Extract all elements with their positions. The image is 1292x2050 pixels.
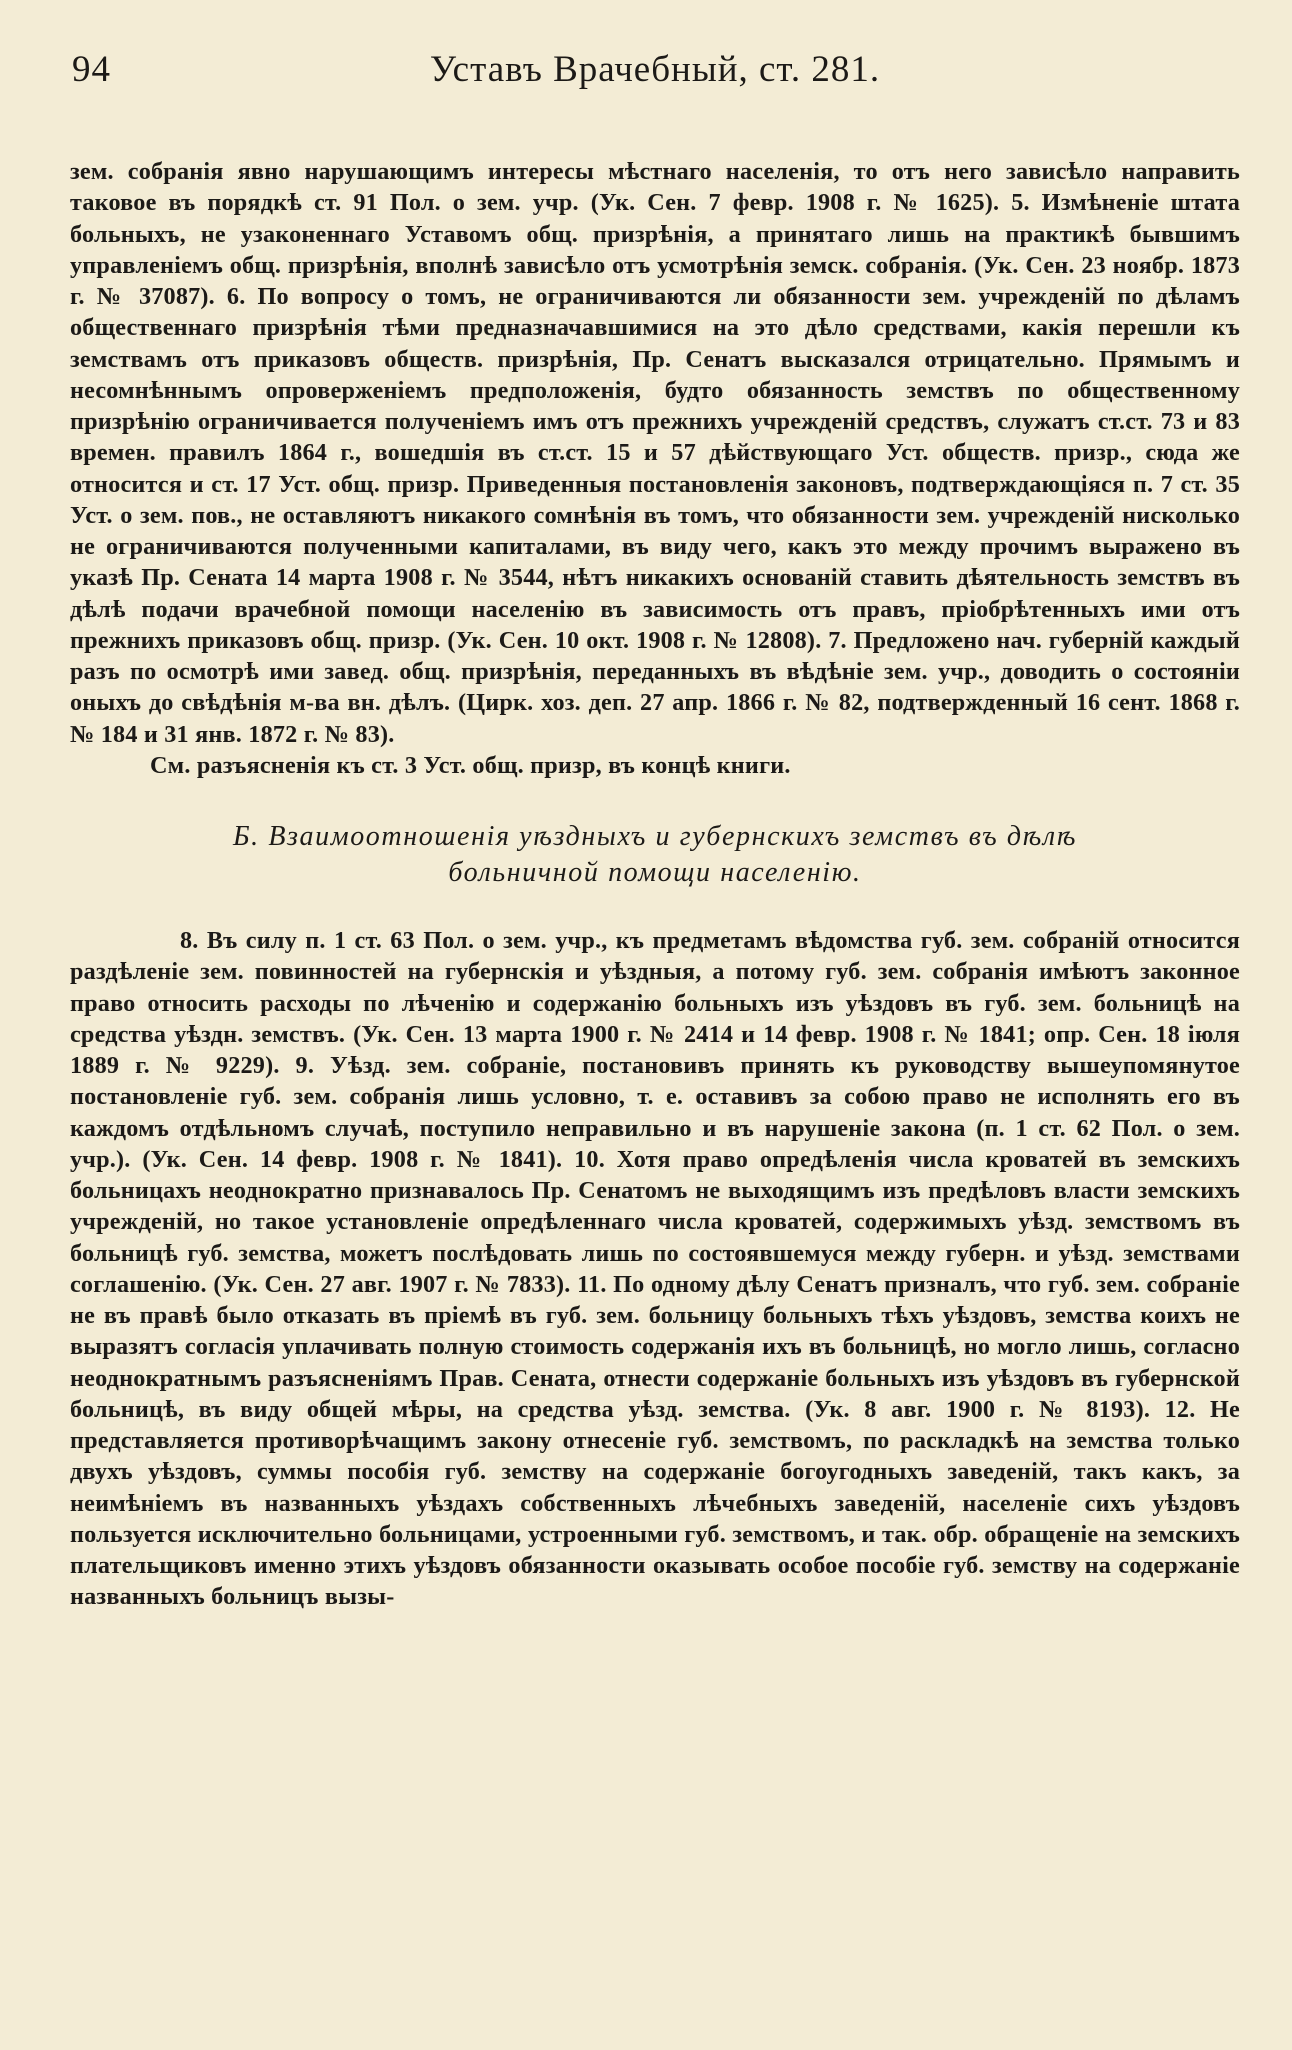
running-title: Уставъ Врачебный, ст. 281. (429, 49, 881, 90)
section-heading (70, 819, 1240, 891)
page-header (70, 42, 1240, 94)
paragraph-continued: зем. собранія явно нарушающимъ интересы мѣстнаго населенія, то отъ него зависѣло направить таковое въ порядкѣ ст. 91 Пол. о зем. учр. (Ук. Сен. 7 февр. 1908 г. № 1625). 5. Измѣненіе штата больныхъ, не узаконеннаго Уставомъ общ. призрѣнія, а принятаго лишь на практикѣ бывшимъ управленіемъ общ. призрѣнія, вполнѣ зависѣло отъ усмотрѣнія земск. собранія. (Ук. Сен. 23 ноябр. 1873 г. № 37087). 6. По вопросу о томъ, не ограничиваются ли обязанности зем. учрежденій по дѣламъ общественнаго призрѣнія тѣми предназначавшимися на это дѣло средствами, какія перешли къ земствамъ отъ приказовъ обществ. призрѣнія, Пр. Сенатъ высказался отрицательно. Прямымъ и несомнѣннымъ опроверженіемъ предположенія, будто обязанность земствъ по общественному призрѣнію ограничивается полученіемъ имъ отъ прежнихъ учрежденій средствъ, служатъ ст.ст. 73 и 83 времен. правилъ 1864 г., вошедшія въ ст.ст. 15 и 57 дѣйствующаго Уст. обществ. призр., сюда же относится и ст. 17 Уст. общ. призр. Приведенныя постановленія законовъ, подтверждающіяся п. 7 ст. 35 Уст. о зем. пов., не оставляютъ никакого сомнѣнія въ томъ, что обязанности зем. учрежденій нисколько не ограничиваются полученными капиталами, въ виду чего, какъ это между прочимъ выражено въ указѣ Пр. Сената 14 марта 1908 г. № 3544, нѣтъ никакихъ основаній ставить дѣятельность земствъ въ дѣлѣ подачи врачебной помощи населенію въ зависимость отъ правъ, пріобрѣтенныхъ ими отъ прежнихъ приказовъ общ. призр. (Ук. Сен. 10 окт. 1908 г. № 12808). 7. Предложено нач. губерній каждый разъ по осмотрѣ ими завед. общ. призрѣнія, переданныхъ въ вѣдѣніе зем. учр., доводить о состояніи оныхъ до свѣдѣнія м-ва вн. дѣлъ. (Цирк. хоз. деп. 27 апр. 1866 г. № 82, подтвержденный 16 сент. 1868 г. № 184 и 31 янв. 1872 г. № 83). (70, 158, 1240, 748)
body-text (70, 156, 1240, 1613)
page-number: 94 (72, 49, 111, 90)
see-also-note: См. разъясненія къ ст. 3 Уст. общ. призр, въ концѣ книги. (150, 751, 791, 779)
paragraph-section-b: 8. Въ силу п. 1 ст. 63 Пол. о зем. учр., къ предметамъ вѣдомства губ. зем. собраній относится раздѣленіе зем. повинностей на губернскія и уѣздныя, а потому губ. зем. собранія имѣютъ законное право относить расходы по лѣченію и содержанію больныхъ изъ уѣздовъ въ губ. зем. больницѣ на средства уѣздн. земствъ. (Ук. Сен. 13 марта 1900 г. № 2414 и 14 февр. 1908 г. № 1841; опр. Сен. 18 іюля 1889 г. № 9229). 9. Уѣзд. зем. собраніе, постановивъ принять къ руководству вышеупомянутое постановленіе губ. зем. собранія лишь условно, т. е. оставивъ за собою право не исполнять его въ каждомъ отдѣльномъ случаѣ, поступило неправильно и въ нарушеніе закона (п. 1 ст. 62 Пол. о зем. учр.). (Ук. Сен. 14 февр. 1908 г. № 1841). 10. Хотя право опредѣленія числа кроватей въ земскихъ больницахъ неоднократно признавалось Пр. Сенатомъ не выходящимъ изъ предѣловъ власти земскихъ учрежденій, но такое установленіе опредѣленнаго числа кроватей, содержимыхъ уѣзд. земствомъ въ больницѣ губ. земства, можетъ послѣдовать лишь по состоявшемуся между губерн. и уѣзд. земствами соглашенію. (Ук. Сен. 27 авг. 1907 г. № 7833). 11. По одному дѣлу Сенатъ призналъ, что губ. зем. собраніе не въ правѣ было отказать въ пріемѣ въ губ. зем. больницу больныхъ тѣхъ уѣздовъ, земства коихъ не выразятъ согласія уплачивать полную стоимость содержанія ихъ въ больницѣ, но могло лишь, согласно неоднократнымъ разъясненіямъ Прав. Сената, отнести содержаніе больныхъ изъ уѣздовъ въ губернской больницѣ, въ виду общей мѣры, на средства уѣзд. земства. (Ук. 8 авг. 1900 г. № 8193). 12. Не представляется противорѣчащимъ закону отнесеніе губ. земствомъ, по раскладкѣ на земства только двухъ уѣздовъ, суммы пособія губ. земству на содержаніе богоугодныхъ заведеній, такъ какъ, за неимѣніемъ въ названныхъ уѣздахъ собственныхъ лѣчебныхъ заведеній, населеніе сихъ уѣздовъ пользуется исключительно больницами, устроенными губ. земствомъ, и так. обр. обращеніе на земскихъ плательщиковъ именно этихъ уѣздовъ обязанности оказывать особое пособіе губ. земству на содержаніе названныхъ больницъ вызы- (70, 927, 1240, 1611)
section-heading-line-2: больничной помощи населенію. (448, 857, 862, 888)
section-heading-line-1: Б. Взаимоотношенія уѣздныхъ и губернскихъ земствъ въ дѣлѣ (233, 821, 1077, 852)
